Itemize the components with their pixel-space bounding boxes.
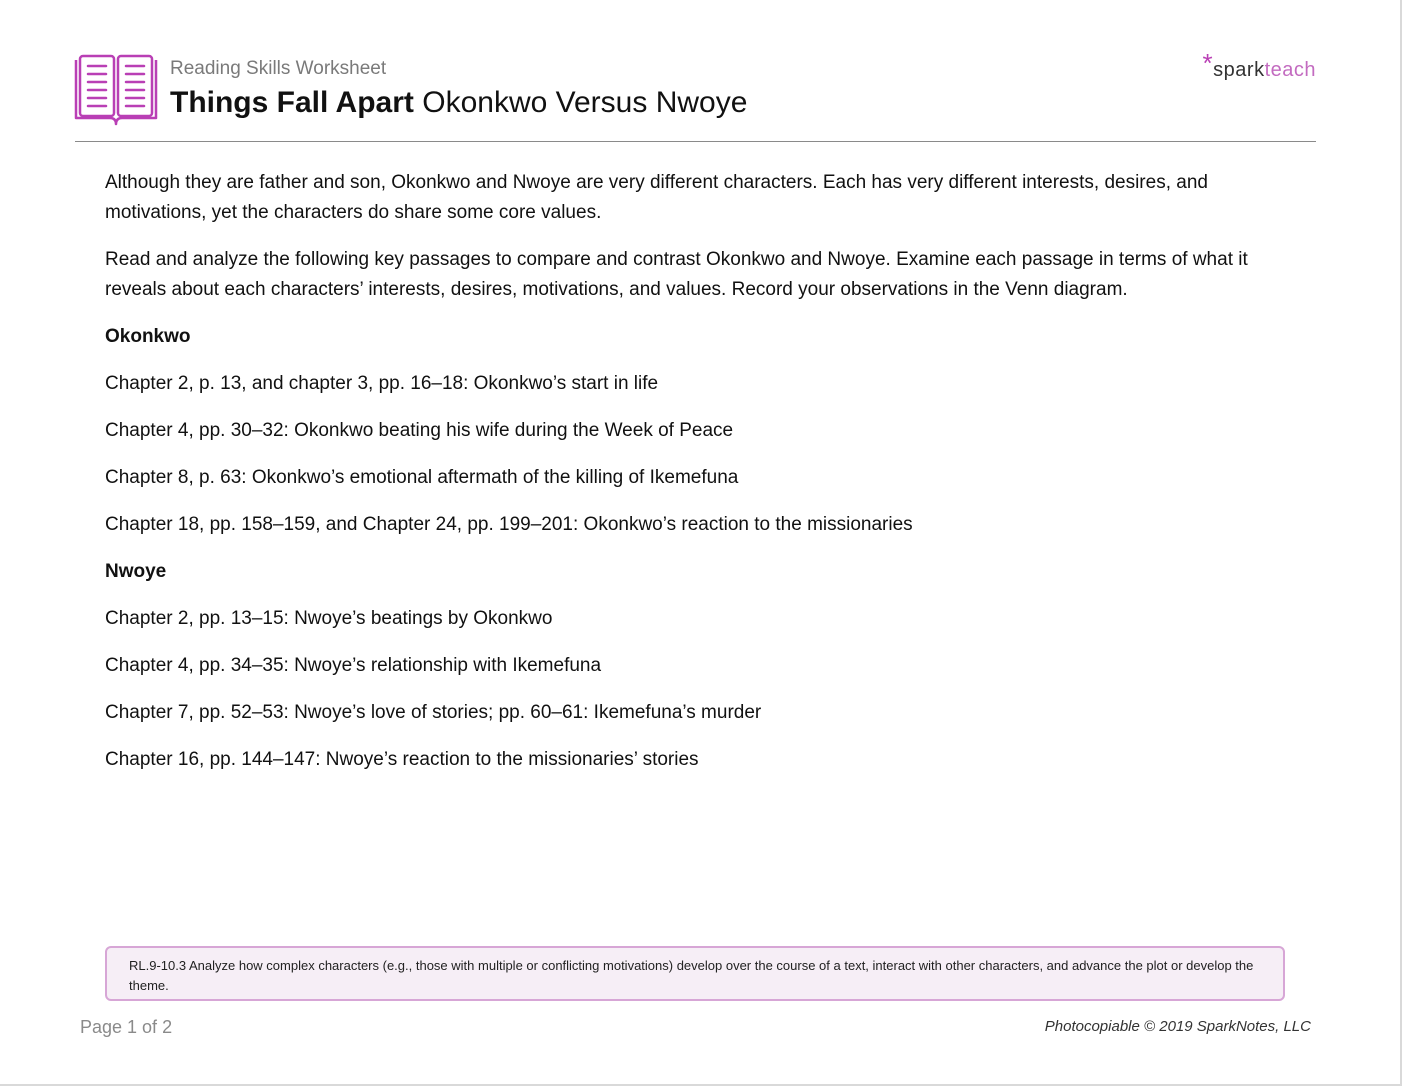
passage-item: Chapter 4, pp. 34–35: Nwoye’s relationship with Ikemefuna	[105, 655, 602, 676]
section-okonkwo	[105, 322, 1295, 540]
page-number: Page 1 of 2	[80, 1017, 173, 1037]
page-title	[170, 86, 747, 120]
worksheet-body	[105, 168, 1295, 792]
intro-paragraph: Although they are father and son, Okonkwo and Nwoye are very different characters. Each has very different interests, desires, and motivations, yet the characters do share some core values.	[105, 172, 1208, 223]
worksheet-subtitle: Reading Skills Worksheet	[170, 58, 387, 79]
section-heading-okonkwo: Okonkwo	[105, 326, 191, 347]
section-nwoye	[105, 557, 1295, 775]
passage-item: Chapter 18, pp. 158–159, and Chapter 24, pp. 199–201: Okonkwo’s reaction to the missionaries	[105, 514, 913, 535]
passage-item: Chapter 4, pp. 30–32: Okonkwo beating his wife during the Week of Peace	[105, 420, 734, 441]
standard-box: RL.9-10.3 Analyze how complex characters (e.g., those with multiple or conflicting motivations) develop over the course of a text, interact with other characters, and advance the plot or develop the theme.	[105, 946, 1285, 1001]
header-divider	[75, 141, 1316, 142]
section-heading-nwoye: Nwoye	[105, 561, 167, 582]
passage-item: Chapter 2, pp. 13–15: Nwoye’s beatings by Okonkwo	[105, 608, 553, 629]
passage-item: Chapter 2, p. 13, and chapter 3, pp. 16–18: Okonkwo’s start in life	[105, 373, 659, 394]
logo-star: *	[1202, 48, 1214, 78]
logo-teach: teach	[1264, 59, 1316, 81]
passage-item: Chapter 16, pp. 144–147: Nwoye’s reaction to the missionaries’ stories	[105, 749, 699, 770]
worksheet-topic: Okonkwo Versus Nwoye	[422, 86, 748, 119]
logo-spark: spark	[1213, 59, 1265, 81]
passage-item: Chapter 7, pp. 52–53: Nwoye’s love of stories; pp. 60–61: Ikemefuna’s murder	[105, 702, 762, 723]
book-title: Things Fall Apart	[170, 86, 414, 119]
copyright-notice: Photocopiable © 2019 SparkNotes, LLC	[1044, 1018, 1311, 1035]
open-book-icon	[74, 54, 158, 126]
sparkteach-logo	[1203, 48, 1316, 82]
instructions-paragraph: Read and analyze the following key passages to compare and contrast Okonkwo and Nwoye. Examine each passage in terms of what it reveals about each characters’ interests, desires, motivations, and values. Record your observations in the Venn diagram.	[105, 249, 1248, 300]
passage-item: Chapter 8, p. 63: Okonkwo’s emotional aftermath of the killing of Ikemefuna	[105, 467, 739, 488]
